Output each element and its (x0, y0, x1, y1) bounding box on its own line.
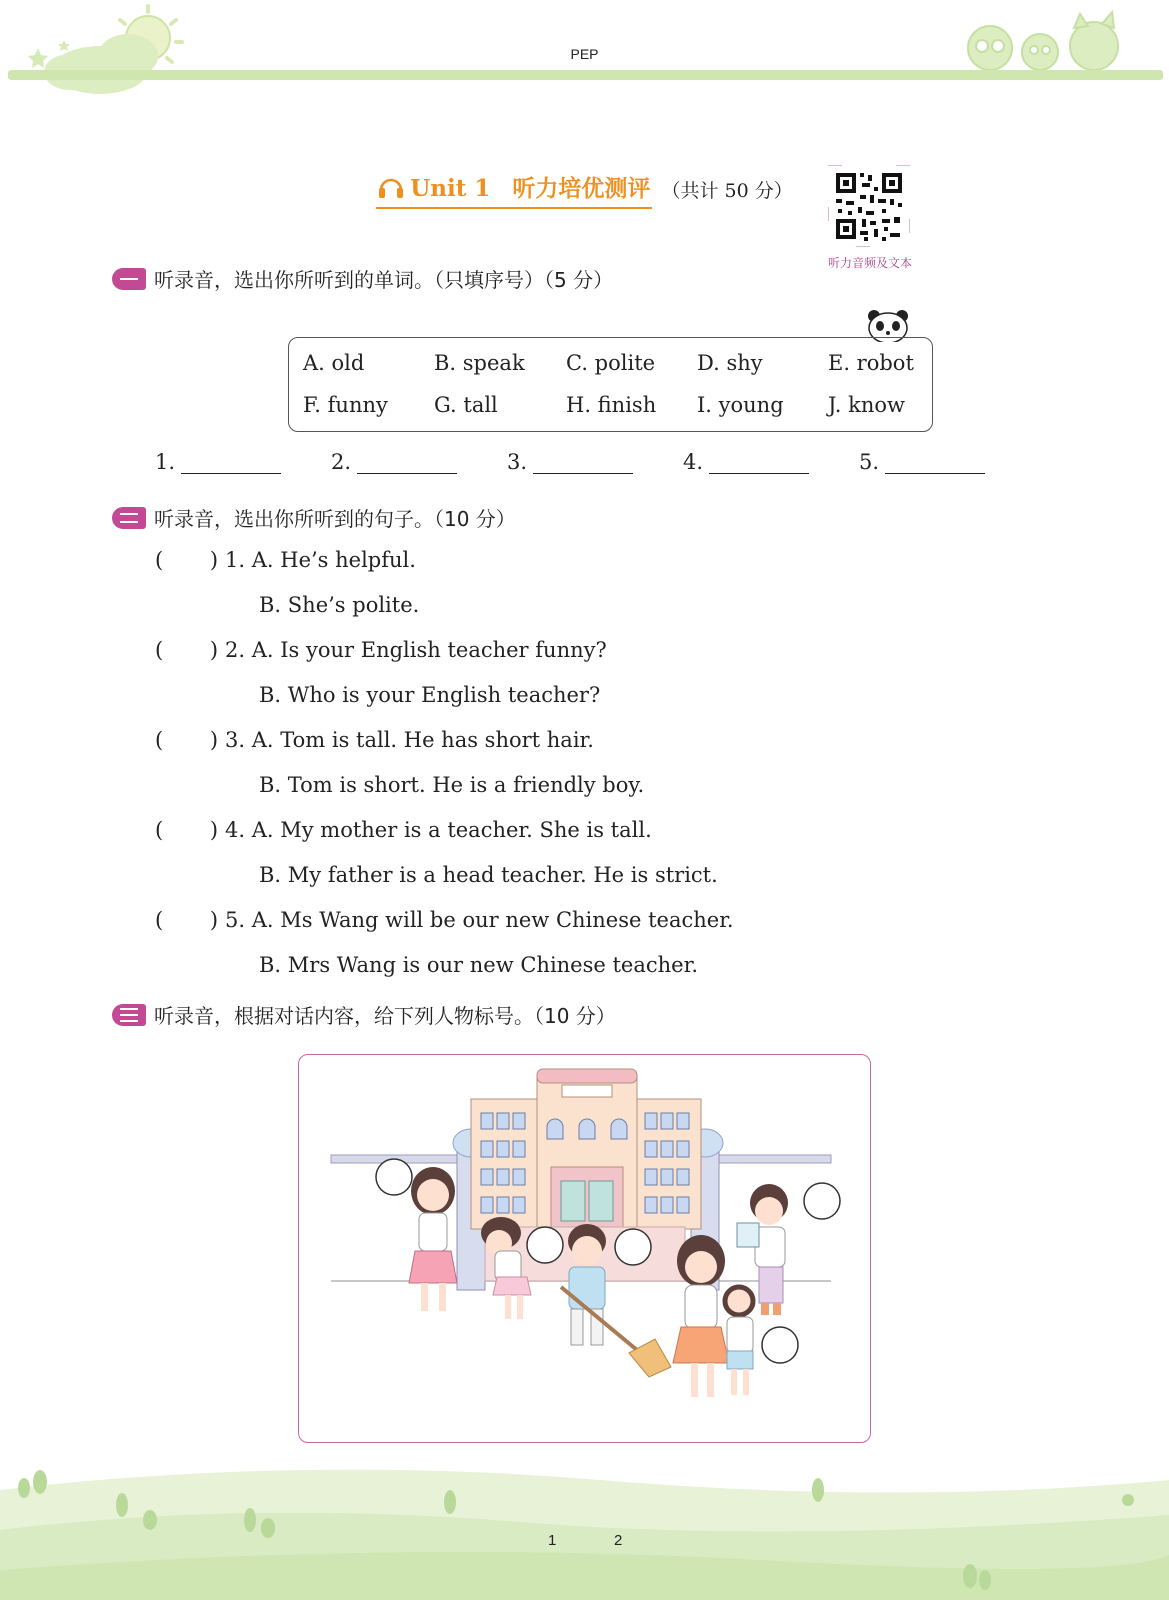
word-option: C. polite (566, 351, 656, 375)
section3-badge (112, 1004, 146, 1026)
section1-badge (112, 268, 146, 290)
qr-label: 听力音频及文本 (827, 256, 912, 270)
answer-paren[interactable]: ( ) (155, 908, 219, 932)
series-label: PEP (570, 46, 599, 62)
question-row: ( ) 3. A. Tom is tall. He has short hair. (155, 728, 594, 752)
answer-blank[interactable]: 3. (507, 450, 633, 474)
answer-blank[interactable]: 2. (331, 450, 457, 474)
word-option: J. know (828, 393, 906, 417)
test-name: 听力培优测评 (512, 176, 651, 202)
page-number-left: 1 (548, 1532, 557, 1549)
word-option: F. funny (303, 393, 388, 417)
word-option: I. young (697, 393, 784, 417)
section2-badge (112, 507, 146, 529)
section1-heading (112, 264, 613, 293)
page-number-right: 2 (614, 1532, 623, 1549)
title-row (0, 170, 1169, 209)
answer-blank[interactable]: 1. (155, 450, 281, 474)
unit-title (376, 170, 652, 209)
option-b: B. My father is a head teacher. He is strict. (259, 863, 718, 887)
section2-heading (112, 503, 516, 532)
footer-hills-decoration (0, 1460, 1169, 1600)
word-option: A. old (303, 351, 365, 375)
school-scene-illustration (299, 1055, 870, 1442)
option-b: B. She’s polite. (259, 593, 420, 617)
answer-blank[interactable]: 4. (683, 450, 809, 474)
word-option: H. finish (566, 393, 657, 417)
headphones-icon (376, 172, 406, 202)
word-option: B. speak (434, 351, 525, 375)
answer-blank[interactable]: 5. (859, 450, 985, 474)
option-b: B. Tom is short. He is a friendly boy. (259, 773, 645, 797)
question-row: ( ) 1. A. He’s helpful. (155, 548, 416, 572)
word-option: E. robot (828, 351, 914, 375)
unit-number: Unit 1 (410, 175, 491, 202)
header-band (8, 70, 1163, 80)
question-row: ( ) 5. A. Ms Wang will be our new Chinese teacher. (155, 908, 734, 932)
section2-heading-text: 听录音，选出你所听到的句子。（10 分） (154, 507, 516, 531)
option-b: B. Who is your English teacher? (259, 683, 601, 707)
qr-code[interactable] (828, 165, 910, 247)
question-row: ( ) 4. A. My mother is a teacher. She is tall. (155, 818, 652, 842)
section3-heading-text: 听录音，根据对话内容，给下列人物标号。（10 分） (154, 1004, 616, 1028)
option-b: B. Mrs Wang is our new Chinese teacher. (259, 953, 699, 977)
answer-paren[interactable]: ( ) (155, 548, 219, 572)
section1-heading-text: 听录音，选出你所听到的单词。（只填序号）（5 分） (154, 268, 614, 292)
question-row: ( ) 2. A. Is your English teacher funny? (155, 638, 607, 662)
section3-heading (112, 1000, 616, 1029)
school-illustration-frame (298, 1054, 871, 1443)
word-option: D. shy (697, 351, 763, 375)
answer-paren[interactable]: ( ) (155, 638, 219, 662)
total-score: （共计 50 分） (661, 180, 793, 202)
cloud-icon (44, 34, 158, 94)
answer-paren[interactable]: ( ) (155, 728, 219, 752)
word-option: G. tall (434, 393, 498, 417)
answer-paren[interactable]: ( ) (155, 818, 219, 842)
